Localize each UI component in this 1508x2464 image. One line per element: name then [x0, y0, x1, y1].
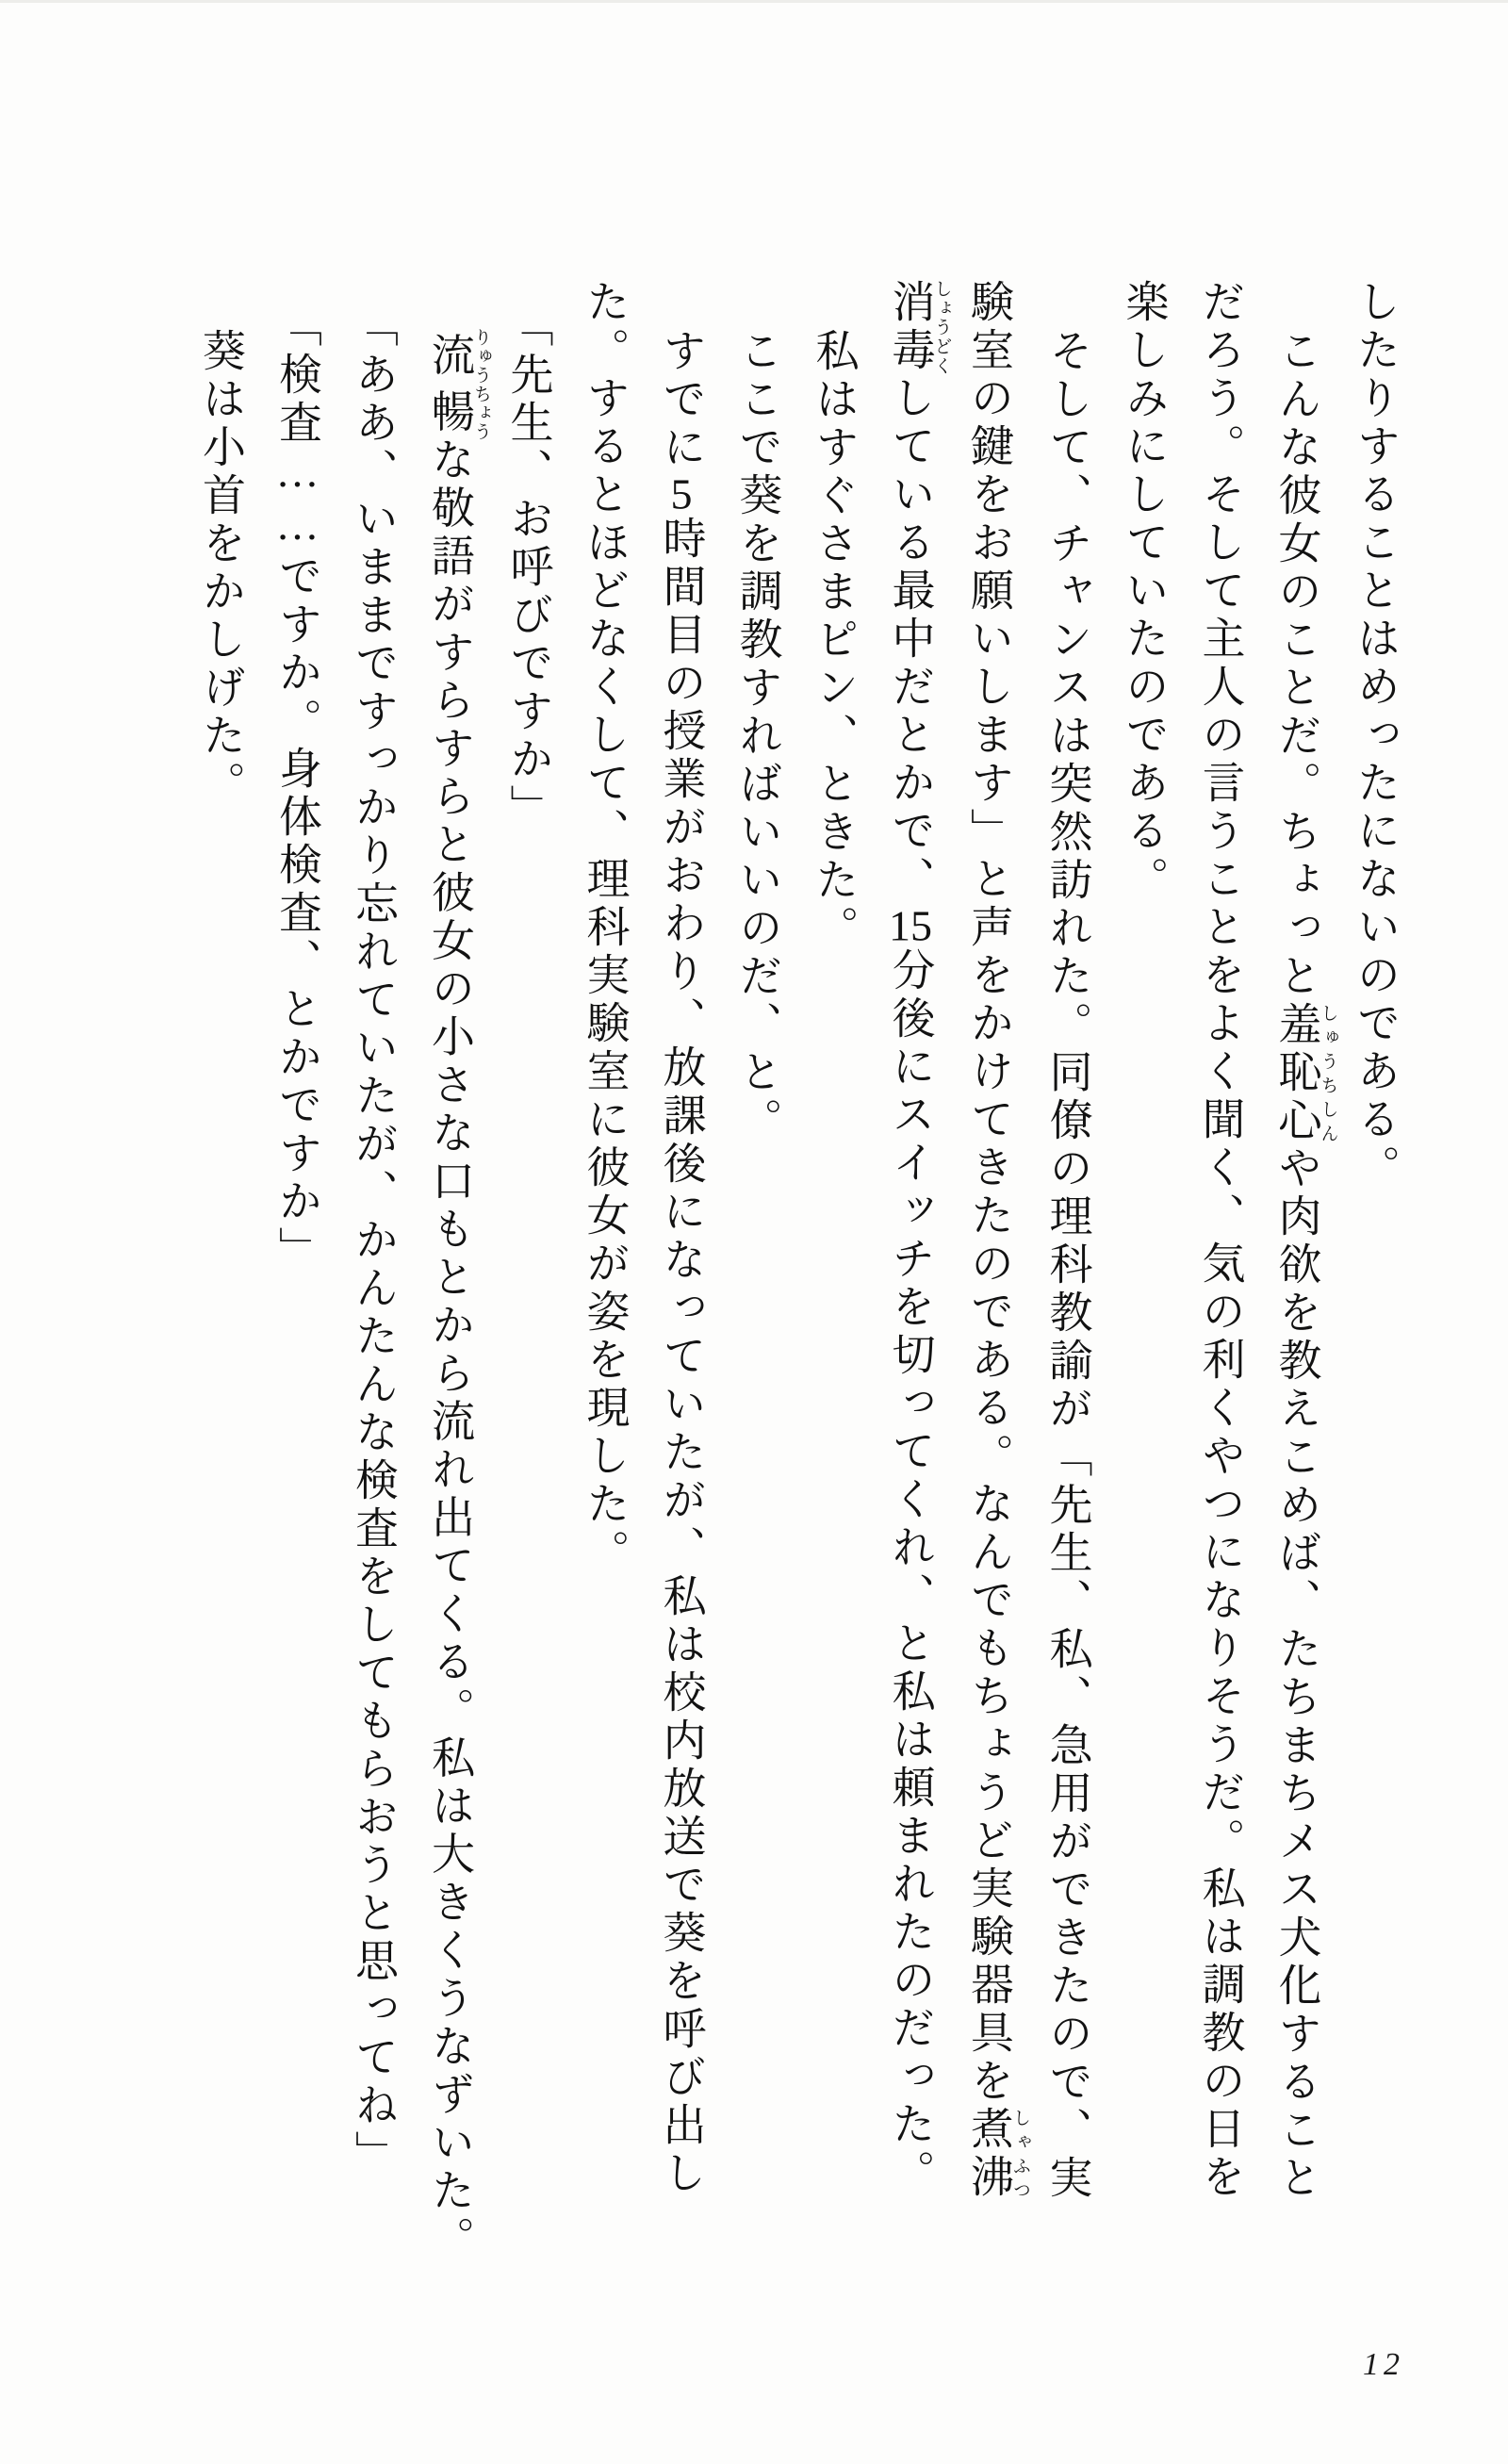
ruby-annotated-text: 消毒しょうどく — [886, 279, 952, 375]
text-run: そして、チャンスは突然訪れた。同僚の理科教諭が「先生、私、急用ができたので、実 — [1043, 328, 1092, 2203]
text-column — [873, 279, 952, 2287]
ruby-annotated-text: 煮沸しゃふつ — [965, 2106, 1030, 2202]
furigana: りゅうちょう — [471, 328, 491, 441]
text-run: や肉欲を教えこめば、たちまちメス犬化すること — [1272, 1145, 1321, 2203]
text-run: 時間目の授業がおわり、放課後になっていたが、私は校内放送で葵を呼び出し — [657, 516, 706, 2198]
text-column — [336, 279, 412, 2311]
text-run: している最中だとかで、 — [886, 375, 935, 904]
page-number: 12 — [1363, 2347, 1404, 2382]
text-run: 「先生、お呼びですか」 — [504, 304, 553, 832]
furigana: しゃふつ — [1010, 2106, 1030, 2202]
text-column — [1337, 279, 1414, 2287]
text-run: な敬語がすらすらと彼女の小さな口もとから流れ出てくる。私は大きくうなずいた。 — [426, 436, 474, 2264]
text-column — [951, 279, 1030, 2287]
text-column — [1259, 279, 1338, 2336]
text-run: したりすることはめったにないのである。 — [1352, 279, 1400, 1192]
text-column — [412, 279, 491, 2336]
furigana: しょうどく — [931, 279, 952, 375]
text-run: 私はすぐさまピン、ときた。 — [810, 328, 859, 953]
vertical-text-block — [192, 279, 1414, 2287]
text-column — [720, 279, 796, 2336]
text-run: 葵は小首をかしげた。 — [197, 328, 245, 809]
text-column — [491, 279, 567, 2311]
text-column — [1030, 279, 1106, 2336]
text-run: こんな彼女のことだ。ちょっと — [1272, 328, 1321, 1001]
text-run: だろう。そして主人の言うことをよく聞く、気の利くやつになりそうだ。私は調教の日を — [1196, 279, 1245, 2202]
text-column — [796, 279, 873, 2336]
text-run: 「ああ、いままですっかり忘れていたが、かんたんな検査をしてもらおうと思ってね」 — [350, 304, 398, 2178]
ruby-annotated-text: 羞恥心しゅうちしん — [1272, 1001, 1338, 1145]
text-column — [1106, 279, 1183, 2287]
text-column — [183, 279, 259, 2336]
furigana: しゅうちしん — [1318, 1001, 1338, 1145]
text-column — [567, 279, 644, 2287]
text-run: 験室の鍵をお願いします」と声をかけてきたのである。なんでもちょうど実験器具を — [965, 279, 1013, 2106]
text-run: 分後にスイッチを切ってくれ、と私は頼まれたのだった。 — [886, 947, 935, 2197]
ruby-annotated-text: 流暢りゅうちょう — [426, 328, 491, 441]
horizontal-number-in-vertical-text: 5 — [670, 472, 693, 516]
text-run: 楽しみにしていたのである。 — [1120, 279, 1169, 904]
text-run: ここで葵を調教すればいいのだ、と。 — [733, 328, 782, 1145]
text-column — [644, 279, 720, 2336]
text-column — [1183, 279, 1259, 2287]
text-run: 「検査……ですか。身体検査、とかですか」 — [273, 304, 321, 1274]
text-column — [259, 279, 336, 2311]
text-run: た。するとほどなくして、理科実験室に彼女が姿を現した。 — [581, 279, 630, 1577]
scan-edge-artifact — [0, 0, 1508, 3]
horizontal-number-in-vertical-text: 15 — [889, 904, 932, 947]
text-run: すでに — [657, 328, 706, 472]
